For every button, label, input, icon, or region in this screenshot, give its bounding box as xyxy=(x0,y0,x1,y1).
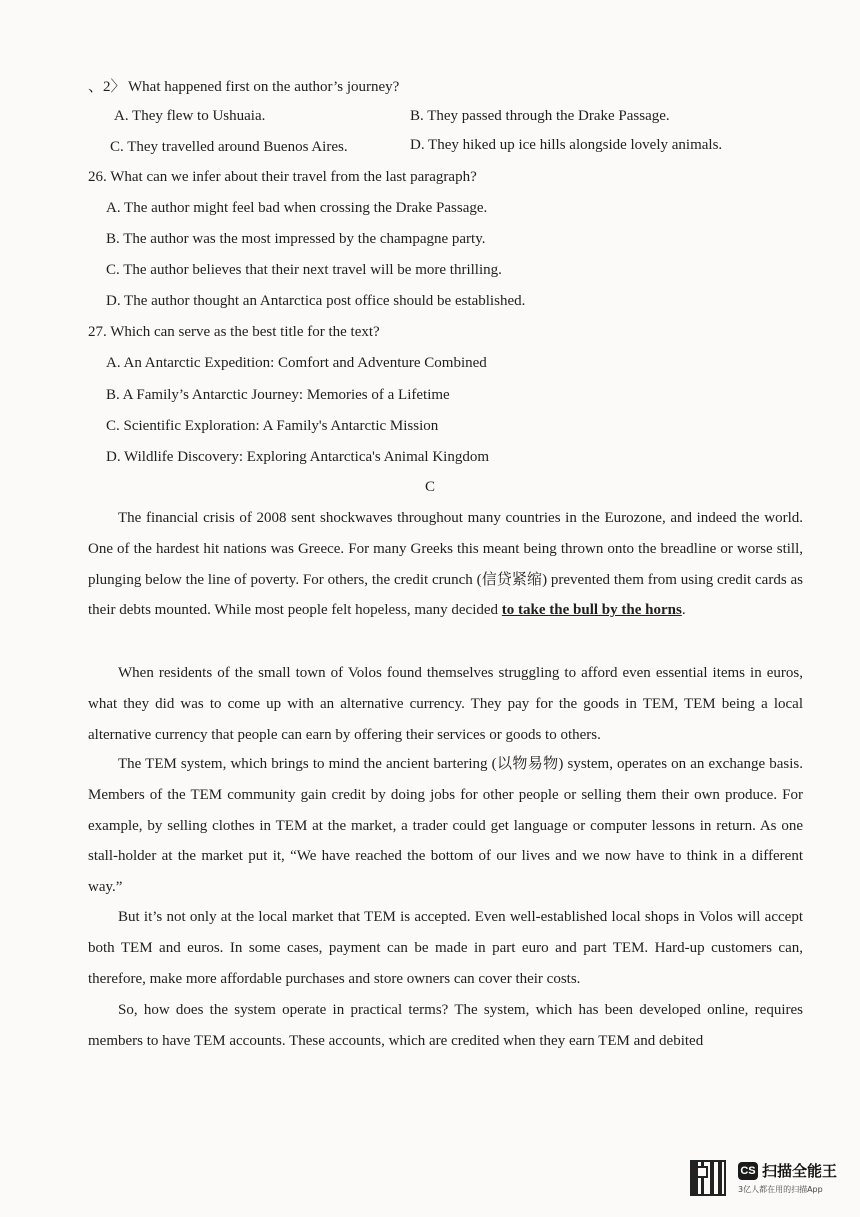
q26-option-a: A. The author might feel bad when crossing the Drake Passage. xyxy=(106,200,488,216)
q27-option-a: A. An Antarctic Expedition: Comfort and Adventure Combined xyxy=(106,355,487,371)
q25-option-a: A. They flew to Ushuaia. xyxy=(114,108,266,124)
qr-code-icon xyxy=(690,1160,726,1196)
paragraph-1-text: The financial crisis of 2008 sent shockwaves throughout many countries in the Eurozone, and indeed the world. One of the hardest hit nations was Greece. For many Greeks this meant being thrown onto the breadline or worse still, plunging below the line of poverty. For others, the credit crunch (信贷紧缩) prevented them from using credit cards as their debts mounted. While most people felt hopeless, many decided xyxy=(88,510,803,619)
q27-option-d: D. Wildlife Discovery: Exploring Antarctica's Animal Kingdom xyxy=(106,449,490,465)
question-number: 、2〉 xyxy=(88,79,126,95)
q26-option-b: B. The author was the most impressed by the champagne party. xyxy=(106,231,486,247)
paragraph-1-end: . xyxy=(681,602,686,619)
passage-paragraph-1 xyxy=(88,503,803,626)
q25-option-c: C. They travelled around Buenos Aires. xyxy=(110,139,348,155)
q27-option-c: C. Scientific Exploration: A Family's Antarctic Mission xyxy=(106,418,439,434)
question-26-text: 26. What can we infer about their travel from the last paragraph? xyxy=(88,169,477,185)
watermark-brand: 扫描全能王 xyxy=(762,1162,838,1180)
camscanner-logo-icon: CS xyxy=(738,1162,758,1180)
question-27-text: 27. Which can serve as the best title for the text? xyxy=(88,324,380,340)
idiom-emphasis: to take the bull by the horns xyxy=(501,602,682,619)
section-label: C xyxy=(424,479,435,495)
q27-option-b: B. A Family’s Antarctic Journey: Memories of a Lifetime xyxy=(106,387,450,403)
passage-paragraph-5: So, how does the system operate in practical terms? The system, which has been developed online, requires members to have TEM accounts. These accounts, which are credited when they earn TEM and debited xyxy=(88,1002,803,1049)
q26-option-c: C. The author believes that their next travel will be more thrilling. xyxy=(106,262,502,278)
q25-option-d: D. They hiked up ice hills alongside lovely animals. xyxy=(410,137,723,153)
passage-paragraph-3: The TEM system, which brings to mind the ancient bartering (以物易物) system, operates on an exchange basis. Members of the TEM community gain credit by doing jobs for other people or selling them their own produce. For example, by selling clothes in TEM at the market, a trader could get language or computer lessons in return. As one stall-holder at the market put it, “We have reached the bottom of our lives and we now have to think in a different way.” xyxy=(88,756,803,896)
question-25-text: What happened first on the author’s journey? xyxy=(128,79,400,95)
q25-option-b: B. They passed through the Drake Passage. xyxy=(410,108,670,124)
scanner-watermark xyxy=(690,1160,850,1206)
watermark-tagline: 3亿人都在用的扫描App xyxy=(738,1185,823,1194)
passage-paragraph-2: When residents of the small town of Volos found themselves struggling to afford even essential items in euros, what they did was to come up with an alternative currency. They pay for the goods in TEM, TEM being a local alternative currency that people can earn by offering their services or goods to others. xyxy=(88,665,803,743)
q26-option-d: D. The author thought an Antarctica post office should be established. xyxy=(106,293,526,309)
passage-paragraph-4: But it’s not only at the local market that TEM is accepted. Even well-established local shops in Volos will accept both TEM and euros. In some cases, payment can be made in part euro and part TEM. Hard-up customers can, therefore, make more affordable purchases and store owners can cover their costs. xyxy=(88,909,803,987)
